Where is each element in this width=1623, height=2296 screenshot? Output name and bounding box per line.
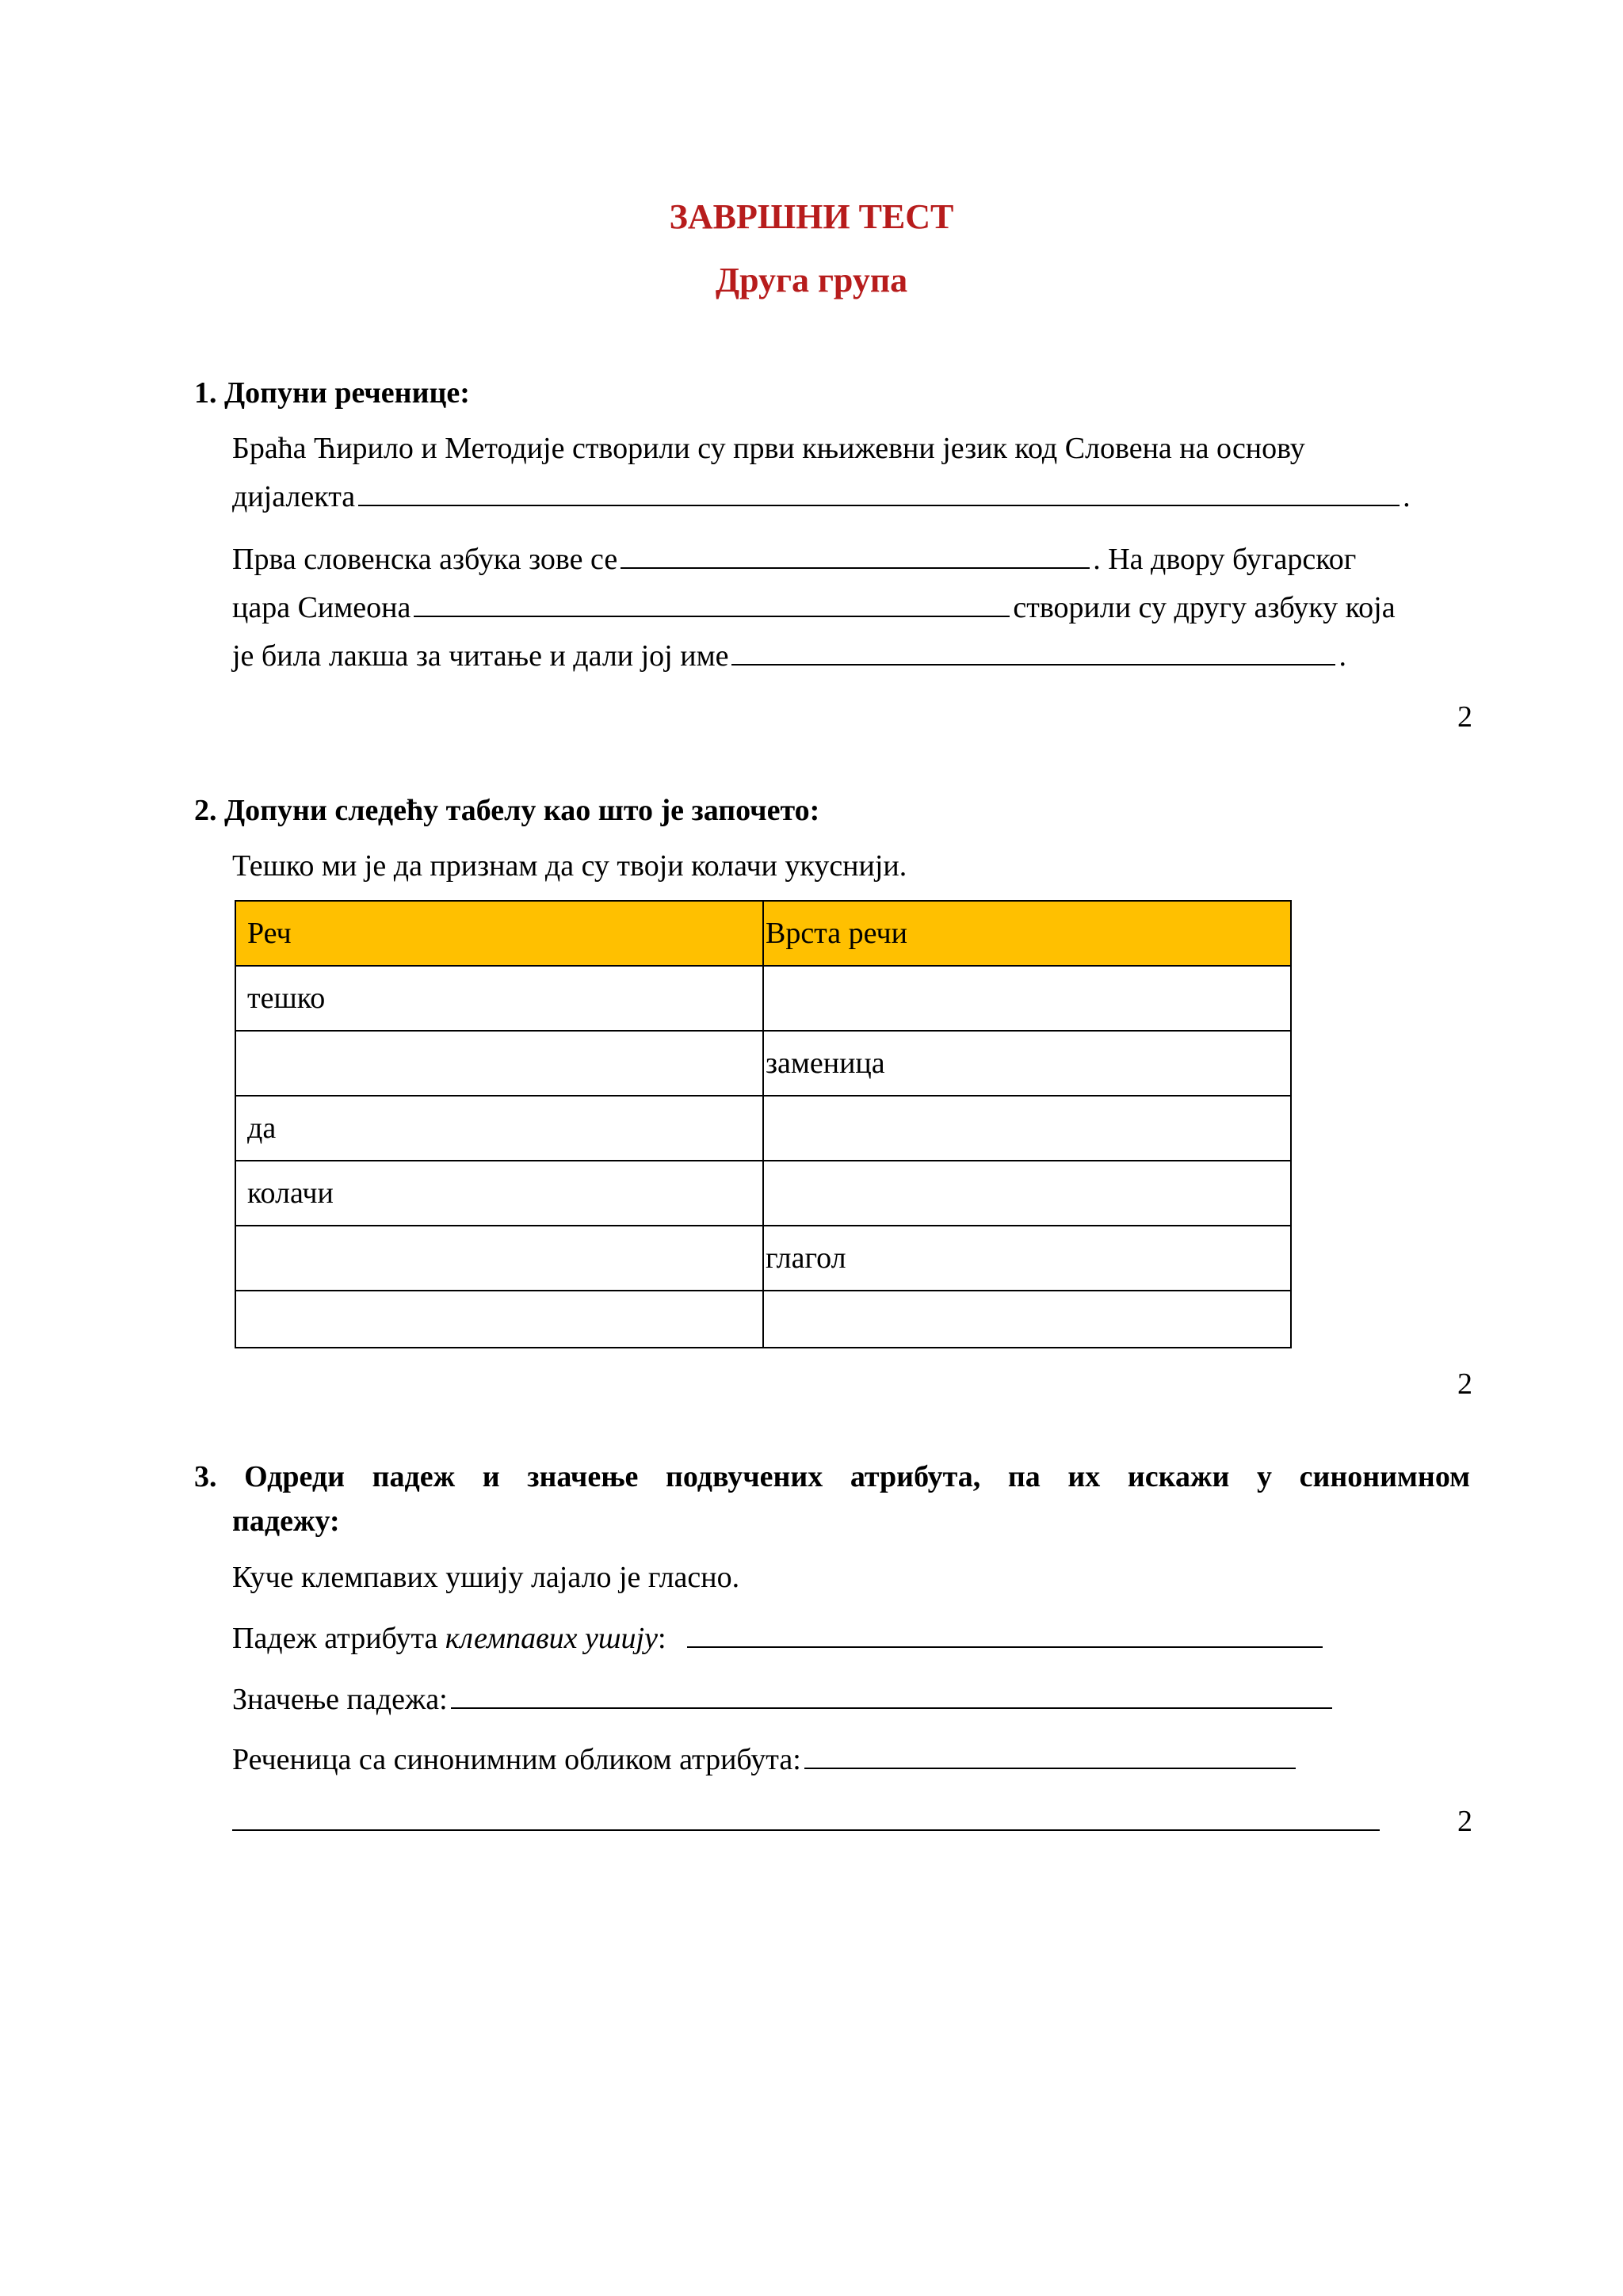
q2-sentence: Тешко ми је да признам да су твоји колачи укуснији.	[232, 849, 907, 883]
q3-case-line	[232, 1620, 1326, 1657]
table-cell-word-type[interactable]	[763, 1096, 1291, 1161]
page-title: ЗАВРШНИ ТЕСТ	[669, 197, 954, 236]
q1-line-1-text: Браћа Ћирило и Методије створили су први књижевни језик код Словена на основу	[232, 432, 1305, 465]
q1-line-3-text-a: Прва словенска азбука зове се	[232, 543, 618, 576]
q3-case-colon: :	[657, 1622, 666, 1655]
table-row	[235, 966, 1291, 1031]
table-row	[235, 1291, 1291, 1348]
table-cell-word-type[interactable]	[763, 1291, 1291, 1348]
q1-blank-name[interactable]	[731, 639, 1335, 666]
table-header-word: Реч	[235, 901, 763, 966]
table-cell-word-type[interactable]	[763, 966, 1291, 1031]
q2-points: 2	[1457, 1367, 1472, 1401]
q1-line-2-text: дијалекта	[232, 480, 356, 513]
question-2-heading: 2. Допуни следећу табелу као што је започето:	[194, 794, 820, 827]
q1-line-5	[232, 638, 1346, 674]
q3-blank-sentence[interactable]	[232, 1804, 1380, 1831]
q1-line-3	[232, 541, 1356, 578]
q1-line-4-text-b: створили су другу азбуку која	[1013, 591, 1396, 624]
table-row	[235, 1226, 1291, 1291]
q1-line-4-text-a: цара Симеона	[232, 591, 411, 624]
q3-synonym-line	[232, 1741, 1299, 1778]
question-1-heading: 1. Допуни реченице:	[194, 376, 470, 410]
q1-blank-alphabet[interactable]	[621, 542, 1090, 569]
table-cell-word-type[interactable]: заменица	[763, 1031, 1291, 1096]
q1-line-3-text-b: . На двору бугарског	[1093, 543, 1357, 576]
q3-blank-meaning[interactable]	[451, 1682, 1332, 1709]
table-header-row	[235, 901, 1291, 966]
table-cell-word[interactable]	[235, 1291, 763, 1348]
q3-sentence: Куче клемпавих ушију лајало је гласно.	[232, 1561, 740, 1594]
table-cell-word[interactable]: да	[235, 1096, 763, 1161]
q3-points: 2	[1457, 1805, 1472, 1838]
table-cell-word[interactable]	[235, 1226, 763, 1291]
question-3-heading: 3. Одреди падеж и значење подвучених атрибута, па их искажи у синонимном	[194, 1460, 1470, 1493]
q3-meaning-label: Значење падежа:	[232, 1683, 448, 1716]
question-3-heading-cont: падежу:	[232, 1505, 340, 1538]
q3-case-phrase: клемпавих ушију	[445, 1622, 658, 1655]
q1-blank-creators[interactable]	[414, 590, 1010, 617]
q3-blank-synonym[interactable]	[804, 1742, 1296, 1769]
q3-meaning-line	[232, 1681, 1335, 1718]
table-cell-word[interactable]: колачи	[235, 1161, 763, 1226]
table-row	[235, 1031, 1291, 1096]
q1-points: 2	[1457, 700, 1472, 734]
table-cell-word-type[interactable]: глагол	[763, 1226, 1291, 1291]
table-cell-word-type[interactable]	[763, 1161, 1291, 1226]
q1-line-2-period: .	[1403, 480, 1411, 513]
table-row	[235, 1161, 1291, 1226]
q1-line-1	[232, 430, 1305, 467]
q3-full-line	[232, 1803, 1380, 1840]
page-subtitle: Друга група	[715, 261, 908, 299]
table-cell-word[interactable]	[235, 1031, 763, 1096]
q3-blank-case[interactable]	[687, 1621, 1323, 1648]
q1-line-5-period: .	[1338, 639, 1346, 673]
q3-case-label: Падеж атрибута	[232, 1622, 438, 1655]
table-cell-word[interactable]: тешко	[235, 966, 763, 1031]
table-header-word-type: Врста речи	[763, 901, 1291, 966]
q1-line-5-text: је била лакша за читање и дали јој име	[232, 639, 729, 673]
q1-line-2	[232, 479, 1411, 515]
table-row	[235, 1096, 1291, 1161]
q1-blank-dialect[interactable]	[358, 479, 1400, 506]
q1-line-4	[232, 589, 1396, 626]
q3-synonym-label: Реченица са синонимним обликом атрибута:	[232, 1743, 801, 1776]
word-type-table	[235, 900, 1292, 1348]
